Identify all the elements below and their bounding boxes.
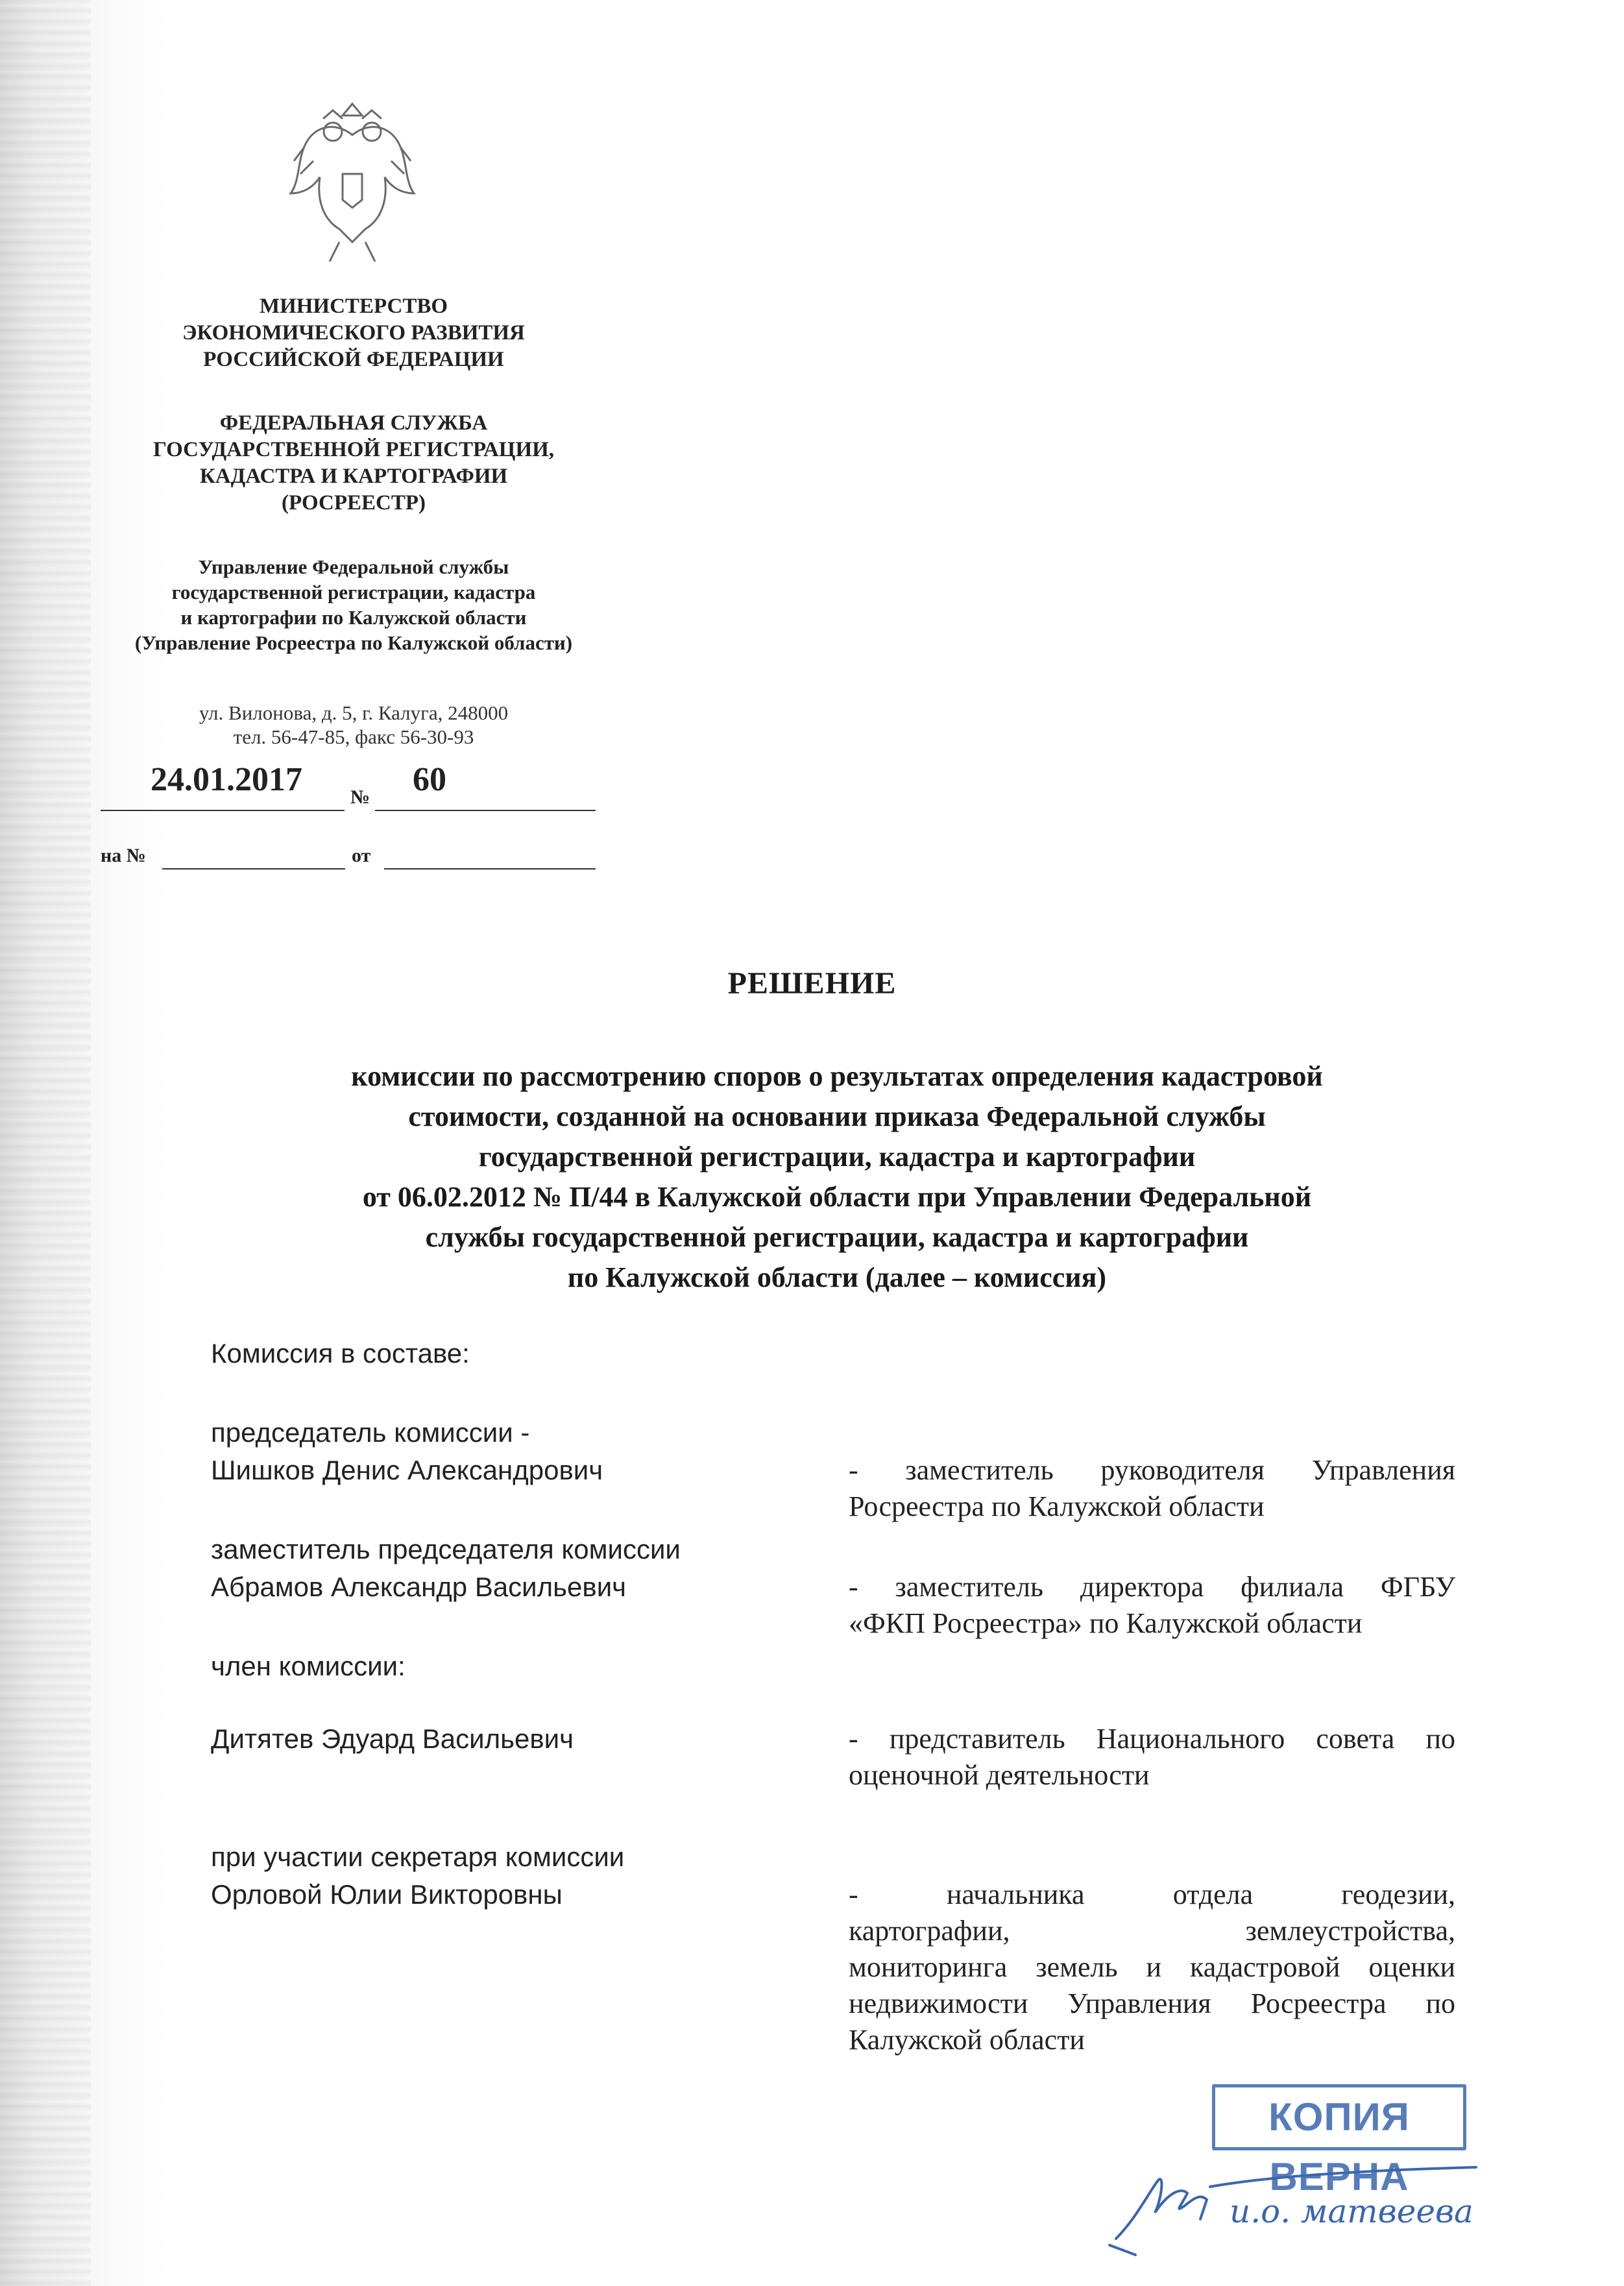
member-role: - заместитель руководителя Управления Росреестра по Калужской области [849,1454,1455,1522]
signature-note: и.о. матвеева [1230,2193,1473,2230]
number-line [375,810,596,811]
department-name: Управление Федеральной службы государственной регистрации, кадастра и картографии по Калужской области (Управление Росреестра по Калужской области) [134,555,573,654]
ref-number-line [162,868,345,869]
document-number: 60 [413,761,446,798]
document-subtitle: комиссии по рассмотрению споров о результатах определения кадастровой стоимости, созданной на основании приказа Федеральной службы государственной регистрации, кадастра и картографии от 06.02.2012 № П/44 в Калужской области при Управлении Федеральной службы государственной регистрации, кадастра и картографии по Калужской области (далее – комиссия) [351,1060,1323,1293]
document-date: 24.01.2017 [151,761,302,798]
scan-edge-shadow [0,0,91,2286]
from-label: от [352,845,371,866]
department-address: ул. Вилонова, д. 5, г. Калуга, 248000 тел. 56-47-85, факс 56-30-93 [199,701,509,748]
member-position-label: при участии секретаря комиссии [211,1842,625,1872]
date-line [101,810,345,811]
member-role: - представитель Национального совета по оценочной деятельности [849,1723,1455,1791]
ref-number-label: на № [101,845,146,866]
member-position-label: член комиссии: [211,1651,406,1681]
member-position-label: заместитель председателя комиссии [211,1534,681,1564]
service-name: ФЕДЕРАЛЬНАЯ СЛУЖБА ГОСУДАРСТВЕННОЙ РЕГИСТРАЦИИ, КАДАСТРА И КАРТОГРАФИИ (РОСРЕЕСТР) [152,411,555,515]
member-position-label: председатель комиссии - [211,1417,530,1448]
number-label: № [350,786,370,808]
coat-of-arms-icon [278,96,427,271]
member-name: Абрамов Александр Васильевич [211,1572,627,1602]
document-title: РЕШЕНИЕ [727,966,897,1001]
from-date-line [384,868,596,869]
signature-icon [1097,2141,1486,2265]
member-role: - заместитель директора филиала ФГБУ «ФКП Росреестра» по Калужской области [849,1571,1455,1639]
member-role: - начальника отдела геодезии, картографии, землеустройства, мониторинга земель и кадастровой оценки недвижимости Управления Росреестра по Калужской области [849,1879,1455,2056]
composition-intro: Комиссия в составе: [211,1338,470,1368]
member-name: Дитятев Эдуард Васильевич [211,1723,574,1754]
member-name: Орловой Юлии Викторовны [211,1879,563,1910]
ministry-name: МИНИСТЕРСТВО ЭКОНОМИЧЕСКОГО РАЗВИТИЯ РОССИЙСКОЙ ФЕДЕРАЦИИ [182,295,525,371]
member-name: Шишков Денис Александрович [211,1455,603,1485]
copy-certified-stamp: КОПИЯ ВЕРНА [1212,2084,1466,2150]
